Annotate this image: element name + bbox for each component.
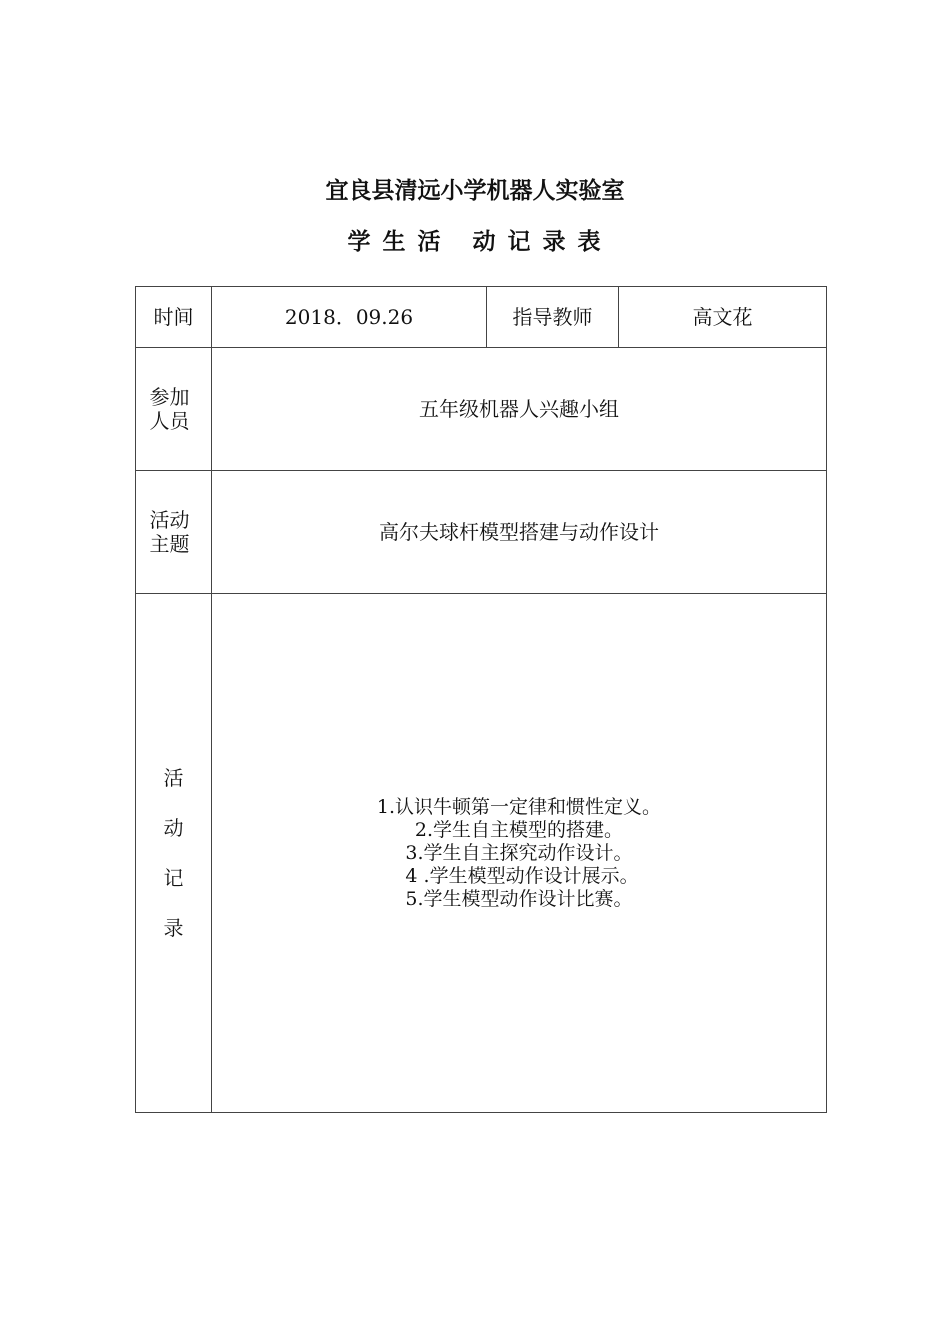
theme-label-line-2: 主题 — [149, 532, 190, 556]
list-item: 1.认识牛顿第一定律和惯性定义。 — [376, 795, 662, 818]
list-item: 3.学生自主探究动作设计。 — [405, 841, 633, 864]
theme-label-line-1: 活动 — [149, 508, 190, 532]
time-value: 2018．09.26 — [212, 287, 487, 348]
time-label: 时间 — [136, 287, 212, 348]
activity-record-content — [212, 594, 827, 1113]
record-label — [136, 594, 212, 1113]
teacher-value: 高文花 — [619, 287, 827, 348]
theme-value: 高尔夫球杆模型搭建与动作设计 — [212, 471, 827, 594]
table-row — [136, 594, 827, 1113]
activity-record-table — [135, 286, 827, 1113]
record-label-char: 记 — [163, 866, 184, 890]
record-label-char: 录 — [163, 916, 184, 940]
table-row — [136, 348, 827, 471]
document-title: 宜良县清远小学机器人实验室 — [325, 178, 625, 204]
record-label-char: 活 — [163, 766, 184, 790]
participants-label-line-2: 人员 — [149, 409, 190, 433]
participants-label — [150, 385, 198, 433]
participants-label-cell — [136, 348, 212, 471]
participants-label-line-1: 参加 — [149, 385, 190, 409]
list-item: 4 .学生模型动作设计展示。 — [399, 864, 639, 887]
table-row — [136, 471, 827, 594]
list-item: 5.学生模型动作设计比赛。 — [405, 887, 633, 910]
record-label-char: 动 — [163, 816, 184, 840]
document-subtitle: 学 生 活 动 记 录 表 — [347, 229, 603, 255]
theme-label — [150, 508, 198, 556]
participants-value: 五年级机器人兴趣小组 — [212, 348, 827, 471]
theme-label-cell — [136, 471, 212, 594]
teacher-label: 指导教师 — [487, 287, 619, 348]
list-item: 2.学生自主模型的搭建。 — [414, 818, 624, 841]
table-row — [136, 287, 827, 348]
